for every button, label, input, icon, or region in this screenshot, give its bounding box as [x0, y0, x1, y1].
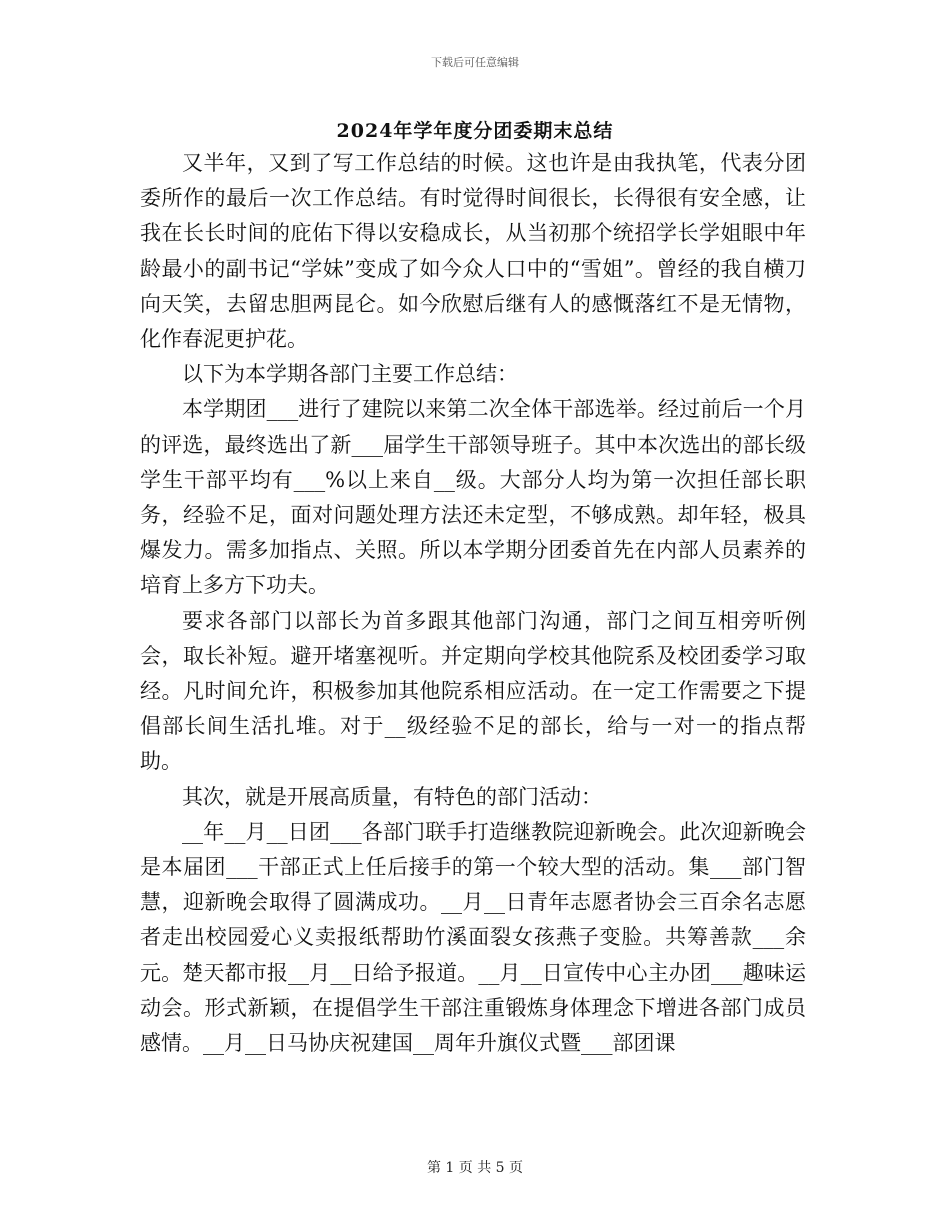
page-number: 第 1 页 共 5 页 — [426, 1160, 524, 1176]
paragraph-summary-heading: 以下为本学期各部门主要工作总结： — [182, 362, 518, 387]
paragraph-communication: 要求各部门以部长为首多跟其他部门沟通，部门之间互相旁听例会，取长补短。避开堵塞视听。并定期向学校其他院系及校团委学习取经。凡时间允许，积极参加其他院系相应活动。在一定工作需要之下提倡部长间生活扎堆。对于__级经验不足的部长，给与一对一的指点帮助。 — [140, 608, 806, 774]
paragraph-election: 本学期团___进行了建院以来第二次全体干部选举。经过前后一个月的评选，最终选出了新___届学生干部领导班子。其中本次选出的部长级学生干部平均有___%以上来自__级。大部分人均为第一次担任部长职务，经验不足，面对问题处理方法还未定型，不够成熟。却年轻，极具爆发力。需多加指点、关照。所以本学期分团委首先在内部人员素养的培育上多方下功夫。 — [140, 397, 806, 598]
header-note: 下载后可任意编辑 — [431, 56, 519, 69]
paragraph-activities-heading: 其次，就是开展高质量，有特色的部门活动： — [182, 784, 602, 809]
paragraph-intro: 又半年，又到了写工作总结的时候。这也许是由我执笔，代表分团委所作的最后一次工作总结。有时觉得时间很长，长得很有安全感，让我在长长时间的庇佑下得以安稳成长，从当初那个统招学长学姐眼中年龄最小的副书记“学妹”变成了如今众人口中的“雪姐”。曾经的我自横刀向天笑，去留忠胆两昆仑。如今欣慰后继有人的感慨落红不是无情物，化作春泥更护花。 — [140, 151, 806, 352]
document-title: 2024年学年度分团委期末总结 — [336, 120, 614, 142]
paragraph-activities: __年__月__日团___各部门联手打造继教院迎新晚会。此次迎新晚会是本届团___干部正式上任后接手的第一个较大型的活动。集___部门智慧，迎新晚会取得了圆满成功。__月__日青年志愿者协会三百余名志愿者走出校园爱心义卖报纸帮助竹溪面裂女孩燕子变脸。共筹善款___余元。楚天都市报__月__日给予报道。__月__日宣传中心主办团___趣味运动会。形式新颖，在提倡学生干部注重锻炼身体理念下增进各部门成员感情。__月__日马协庆祝建国__周年升旗仪式暨___部团课 — [140, 819, 806, 1056]
document-body — [140, 146, 806, 1061]
